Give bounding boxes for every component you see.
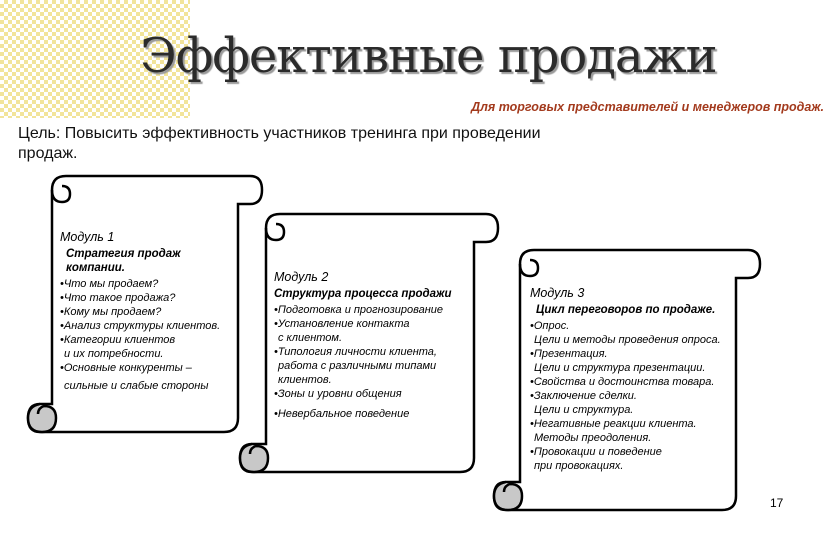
list-item: •Кому мы продаем? — [60, 306, 162, 318]
page-title: Эффективные продажи — [140, 28, 717, 84]
module-2-title: Структура процесса продажи — [274, 288, 452, 300]
list-item: •Заключение сделки. Цели и структура. — [530, 390, 637, 416]
module-1-title: Стратегия продаж компании. — [66, 248, 181, 274]
list-item: •Опрос. Цели и методы проведения опроса. — [530, 320, 721, 346]
list-item: •Провокации и поведение при провокациях. — [530, 446, 662, 472]
list-item: •Свойства и достоинства товара. — [530, 376, 715, 388]
list-item: •Зоны и уровни общения — [274, 388, 402, 400]
list-item: •Презентация. Цели и структура презентации. — [530, 348, 706, 374]
page-subtitle: Для торговых представителей и менеджеров продаж. — [471, 100, 824, 114]
module-1-content — [60, 230, 236, 393]
module-2-content — [274, 270, 470, 421]
module-3-title: Цикл переговоров по продаже. — [536, 304, 716, 316]
module-1-label: Модуль 1 — [60, 230, 115, 244]
list-item: •Негативные реакции клиента. Методы преодоления. — [530, 418, 697, 444]
list-item: •Установление контакта с клиентом. — [274, 318, 410, 344]
page-number: 17 — [770, 496, 784, 510]
list-item: •Анализ структуры клиентов. — [60, 320, 221, 332]
module-3-content — [530, 286, 734, 473]
module-1-list — [60, 277, 236, 393]
list-item: •Что такое продажа? — [60, 292, 176, 304]
module-3-list — [530, 319, 734, 473]
list-item: •Невербальное поведение — [274, 408, 410, 420]
module-3-label: Модуль 3 — [530, 286, 585, 300]
list-item: •Типология личности клиента, работа с различными типами клиентов. — [274, 346, 437, 386]
list-item: •Подготовка и прогнозирование — [274, 304, 444, 316]
list-item: •Основные конкуренты – сильные и слабые стороны — [60, 362, 209, 392]
list-item: •Категории клиентов и их потребности. — [60, 334, 176, 360]
module-2-list — [274, 303, 470, 421]
training-goal: Цель: Повысить эффективность участников тренинга при проведении продаж. — [18, 125, 541, 162]
list-item: •Что мы продаем? — [60, 278, 159, 290]
module-2-label: Модуль 2 — [274, 270, 329, 284]
